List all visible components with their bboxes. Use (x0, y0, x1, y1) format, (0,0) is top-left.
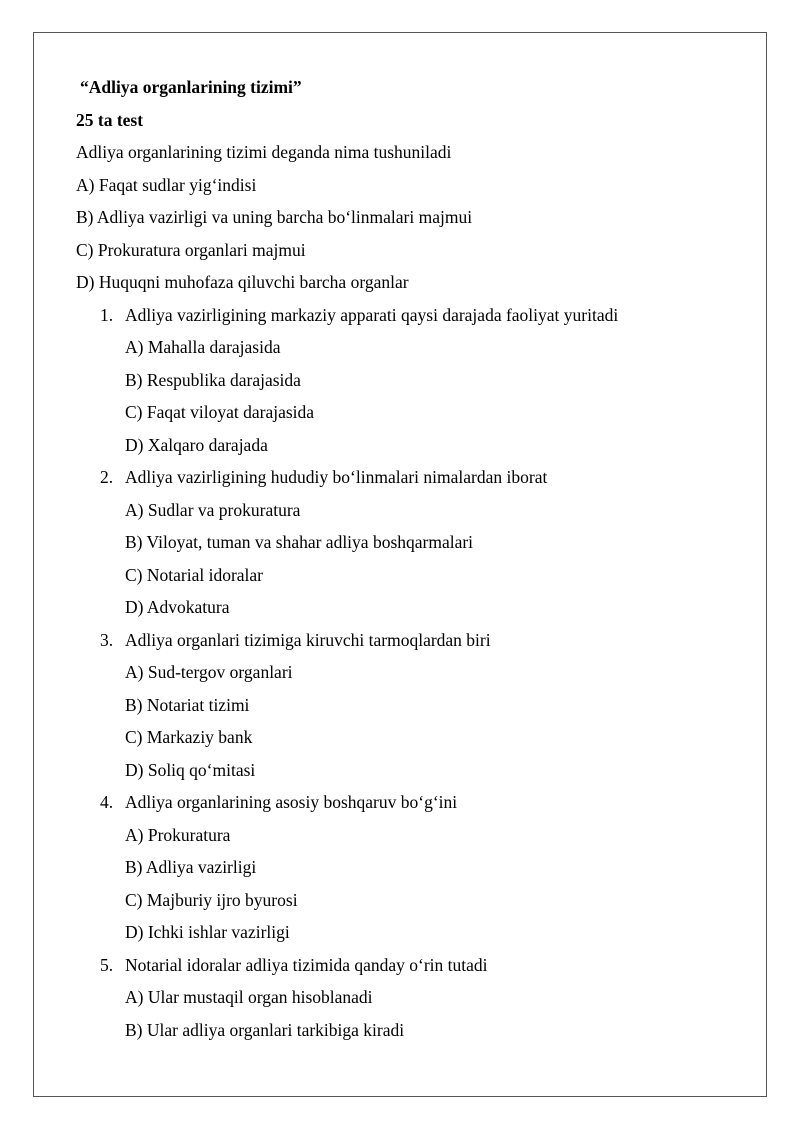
answer-option: C) Prokuratura organlari majmui (76, 239, 306, 260)
answer-option: A) Sudlar va prokuratura (125, 499, 301, 520)
test-count: 25 ta test (76, 109, 144, 130)
answer-option: D) Advokatura (125, 597, 230, 617)
answer-option: D) Ichki ishlar vazirligi (125, 922, 290, 942)
question-text: Adliya vazirligining markaziy apparati qaysi darajada faoliyat yuritadi (125, 304, 619, 325)
answer-option: B) Notariat tizimi (125, 694, 250, 715)
answer-option: D) Xalqaro darajada (125, 434, 268, 455)
answer-option: A) Prokuratura (125, 824, 231, 845)
answer-option: C) Markaziy bank (125, 727, 253, 747)
question-row (76, 302, 756, 335)
question-text: Adliya organlarining asosiy boshqaruv bo‘g‘ini (125, 792, 458, 812)
answer-option: B) Ular adliya organlari tarkibiga kiradi (125, 1019, 405, 1040)
question-item (76, 464, 756, 627)
question-item (76, 302, 756, 465)
answer-option: A) Ular mustaqil organ hisoblanadi (125, 987, 373, 1007)
answer-option: A) Faqat sudlar yig‘indisi (76, 174, 257, 195)
question-item (76, 789, 756, 952)
answer-option: B) Adliya vazirligi (125, 857, 257, 877)
question-row (76, 952, 756, 985)
document-title: “Adliya organlarining tizimi” (80, 77, 302, 97)
question-row (76, 627, 756, 660)
answer-option: D) Huquqni muhofaza qiluvchi barcha organlar (76, 272, 409, 292)
question-text: Notarial idoralar adliya tizimida qanday o‘rin tutadi (125, 954, 488, 975)
question-number: 2. (100, 467, 114, 487)
answer-option: C) Faqat viloyat darajasida (125, 402, 315, 422)
answer-option: B) Adliya vazirligi va uning barcha bo‘linmalari majmui (76, 207, 473, 227)
question-text: Adliya organlari tizimiga kiruvchi tarmoqlardan biri (125, 629, 491, 650)
answer-option: B) Respublika darajasida (125, 369, 301, 390)
question-number: 3. (100, 629, 114, 650)
answer-option: D) Soliq qo‘mitasi (125, 759, 256, 780)
answer-option: A) Sud-tergov organlari (125, 662, 293, 682)
question-number: 5. (100, 954, 114, 975)
answer-option: C) Notarial idoralar (125, 564, 264, 585)
question-text: Adliya organlarining tizimi deganda nima tushuniladi (76, 142, 452, 162)
question-item (76, 952, 756, 1050)
question-row (76, 789, 756, 822)
question-number: 4. (100, 792, 114, 812)
question-text: Adliya vazirligining hududiy bo‘linmalari nimalardan iborat (125, 467, 548, 487)
answer-option: C) Majburiy ijro byurosi (125, 889, 298, 910)
document-body (76, 74, 756, 1049)
answer-option: B) Viloyat, tuman va shahar adliya boshqarmalari (125, 532, 474, 552)
intro-question (76, 139, 756, 302)
question-item (76, 627, 756, 790)
question-row (76, 464, 756, 497)
answer-option: A) Mahalla darajasida (125, 337, 281, 357)
question-number: 1. (100, 304, 114, 325)
